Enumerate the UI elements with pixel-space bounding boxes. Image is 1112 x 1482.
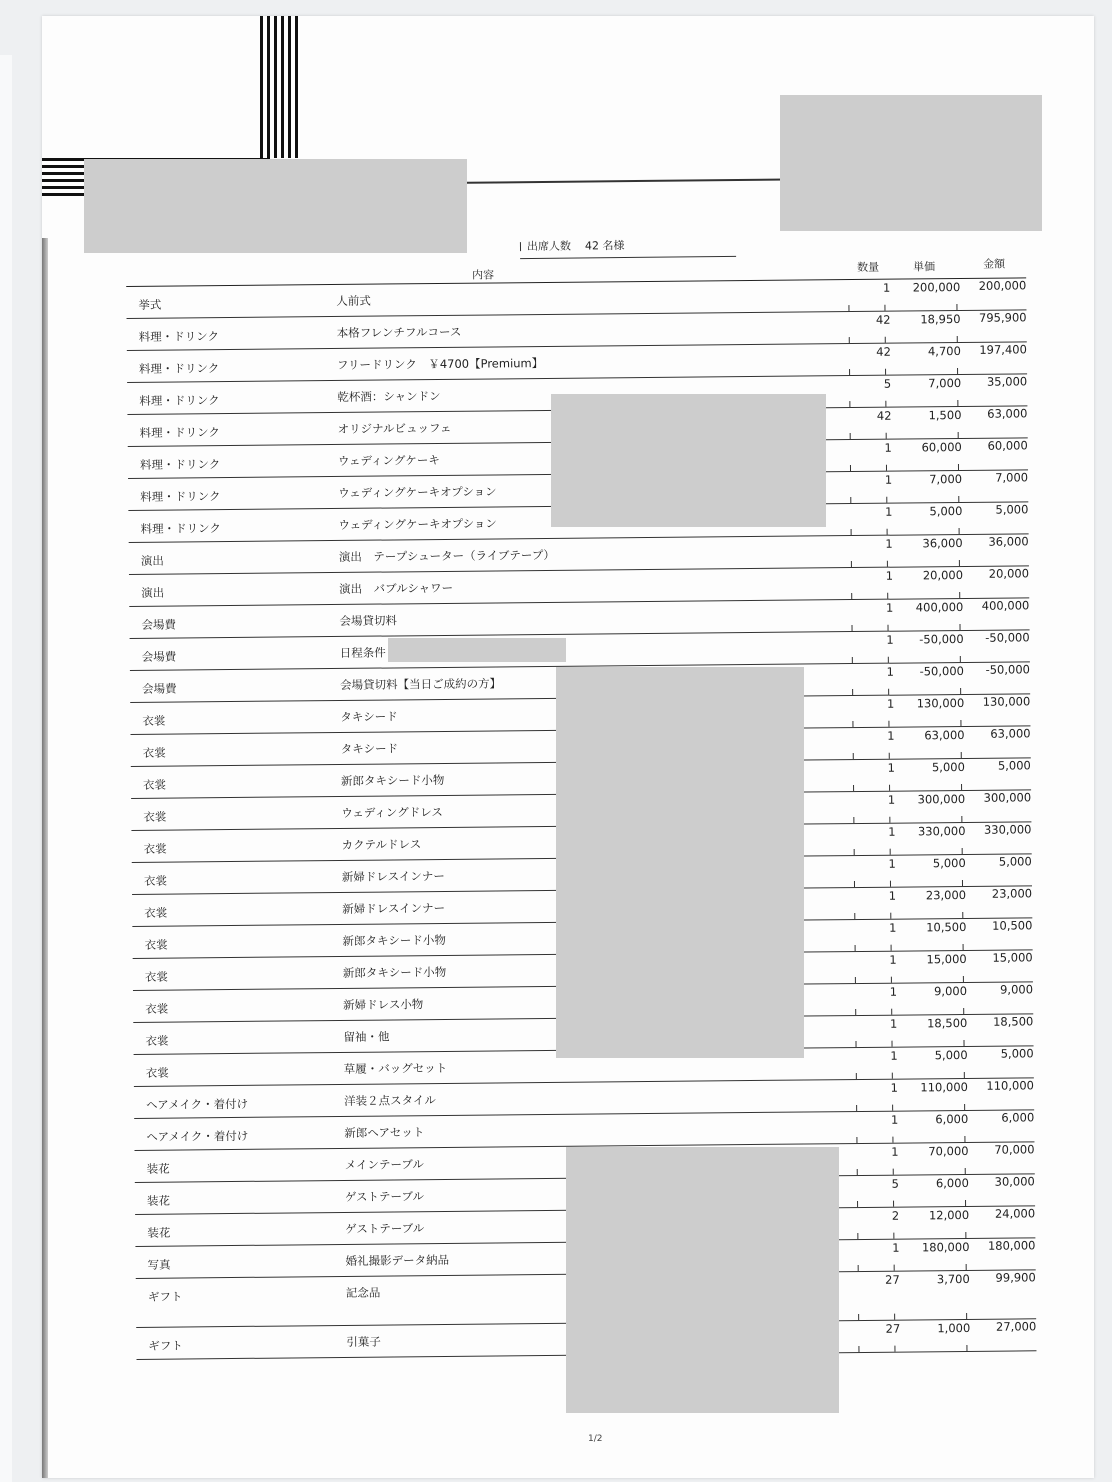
column-tick xyxy=(853,785,854,791)
header-qty: 数量 xyxy=(857,260,880,274)
row-qty: 1 xyxy=(889,1016,898,1031)
column-tick xyxy=(854,849,855,855)
row-unit-price: 7,000 xyxy=(928,375,962,391)
column-tick xyxy=(956,304,957,310)
column-tick xyxy=(965,1232,966,1238)
row-amount: 60,000 xyxy=(987,438,1028,453)
column-tick xyxy=(894,1346,895,1352)
row-unit-price: 7,000 xyxy=(929,471,963,487)
column-tick xyxy=(891,1009,892,1015)
row-unit-price: 1,500 xyxy=(928,407,962,423)
column-tick xyxy=(885,337,886,343)
attendance-label: 出席人数 xyxy=(526,239,572,254)
row-amount: 10,500 xyxy=(992,918,1033,933)
row-item: 留袖・他 xyxy=(343,1029,390,1044)
row-category: ヘアメイク・着付け xyxy=(146,1128,249,1144)
row-amount: 330,000 xyxy=(983,822,1032,837)
column-tick xyxy=(887,625,888,631)
column-tick xyxy=(960,720,961,726)
row-category: 料理・ドリンク xyxy=(138,329,220,344)
row-qty: 5 xyxy=(883,376,892,391)
row-item: オリジナルビュッフェ xyxy=(337,420,452,436)
row-item: タキシード xyxy=(340,741,399,756)
row-item: ウェディングケーキ xyxy=(337,452,440,468)
row-amount: 795,900 xyxy=(978,310,1027,325)
row-amount: 27,000 xyxy=(995,1319,1037,1334)
column-tick xyxy=(889,753,890,759)
row-amount: -50,000 xyxy=(985,630,1030,645)
column-tick xyxy=(958,464,959,470)
column-tick xyxy=(849,337,850,343)
column-tick xyxy=(857,1169,858,1175)
attendance-value: 42 名様 xyxy=(584,239,625,253)
row-qty: 1 xyxy=(889,920,897,935)
row-unit-price: 63,000 xyxy=(924,727,965,743)
decorative-stripes-vertical xyxy=(260,16,300,158)
column-tick xyxy=(966,1264,967,1270)
row-qty: 1 xyxy=(887,728,895,743)
column-tick xyxy=(886,497,887,503)
column-tick xyxy=(963,1008,964,1014)
column-tick xyxy=(852,657,853,663)
column-tick xyxy=(958,432,959,438)
row-unit-price: 300,000 xyxy=(917,791,966,807)
row-amount: 5,000 xyxy=(998,854,1032,869)
column-tick xyxy=(886,433,887,439)
row-amount: 20,000 xyxy=(988,566,1030,581)
row-category: 挙式 xyxy=(138,297,162,312)
row-item: ウェディングケーキオプション xyxy=(338,484,497,500)
row-amount: 6,000 xyxy=(1001,1110,1035,1125)
row-qty: 1 xyxy=(885,504,893,519)
column-tick xyxy=(857,1233,858,1239)
redaction-block xyxy=(556,667,804,1058)
redaction-block xyxy=(388,638,566,662)
row-qty: 1 xyxy=(885,536,893,551)
column-tick xyxy=(849,401,850,407)
row-amount: 35,000 xyxy=(986,374,1028,389)
column-tick xyxy=(856,1073,857,1079)
row-amount: 130,000 xyxy=(982,694,1031,709)
row-qty: 1 xyxy=(892,1240,900,1255)
column-tick xyxy=(855,977,856,983)
row-amount: 18,500 xyxy=(992,1014,1034,1029)
column-tick xyxy=(893,1233,894,1239)
row-qty: 5 xyxy=(891,1176,899,1191)
row-unit-price: 400,000 xyxy=(915,599,964,615)
column-tick xyxy=(888,689,889,695)
attendance-tick xyxy=(520,242,521,251)
column-tick xyxy=(886,465,887,471)
row-category: 装花 xyxy=(146,1161,170,1176)
row-item: メインテーブル xyxy=(344,1157,424,1172)
row-qty: 1 xyxy=(886,696,895,711)
column-tick xyxy=(858,1314,859,1320)
column-tick xyxy=(889,817,890,823)
column-tick xyxy=(854,881,855,887)
column-tick xyxy=(959,592,960,598)
column-tick xyxy=(888,721,889,727)
column-tick xyxy=(891,945,892,951)
row-item: 婚礼撮影データ納品 xyxy=(345,1252,450,1268)
row-qty: 42 xyxy=(875,312,891,327)
row-unit-price: 130,000 xyxy=(916,695,965,711)
column-tick xyxy=(960,656,961,662)
row-qty: 1 xyxy=(890,1112,899,1127)
row-amount: 180,000 xyxy=(987,1238,1036,1253)
row-category: 料理・ドリンク xyxy=(138,361,220,376)
column-tick xyxy=(851,625,852,631)
row-qty: 1 xyxy=(882,280,891,295)
row-amount: 7,000 xyxy=(995,470,1029,485)
column-tick xyxy=(850,465,851,471)
row-amount: 200,000 xyxy=(978,278,1027,293)
row-qty: 2 xyxy=(891,1208,900,1223)
column-tick xyxy=(887,561,888,567)
row-item: 新郎タキシード小物 xyxy=(340,772,445,788)
column-tick xyxy=(964,1104,965,1110)
header-content: 内容 xyxy=(472,268,495,282)
column-tick xyxy=(962,848,963,854)
row-unit-price: 36,000 xyxy=(922,535,963,551)
header-unit-price: 単価 xyxy=(913,260,936,274)
column-tick xyxy=(966,1313,967,1319)
row-unit-price: 3,700 xyxy=(936,1271,970,1287)
row-item: 会場貸切料【当日ご成約の方】 xyxy=(339,676,502,692)
column-tick xyxy=(965,1168,966,1174)
row-amount: 36,000 xyxy=(988,534,1029,549)
row-item: 新郎タキシード小物 xyxy=(342,964,447,980)
row-category: 演出 xyxy=(140,553,164,568)
column-tick xyxy=(855,945,856,951)
row-unit-price: 23,000 xyxy=(925,887,967,903)
column-tick xyxy=(848,305,849,311)
row-category: 料理・ドリンク xyxy=(140,521,221,536)
row-qty: 1 xyxy=(890,1048,898,1063)
column-tick xyxy=(887,529,888,535)
row-item: 新婦ドレスインナー xyxy=(341,868,445,884)
row-qty: 42 xyxy=(876,408,892,423)
column-tick xyxy=(957,368,958,374)
redaction-block xyxy=(84,159,467,253)
column-tick xyxy=(965,1200,966,1206)
row-item: カクテルドレス xyxy=(341,837,422,852)
row-item: 新郎タキシード小物 xyxy=(342,932,446,948)
row-unit-price: 200,000 xyxy=(912,279,961,295)
row-category: 衣裳 xyxy=(144,905,168,920)
column-tick xyxy=(959,624,960,630)
row-unit-price: 330,000 xyxy=(917,823,966,839)
row-category: 衣裳 xyxy=(143,809,167,824)
row-category: 衣裳 xyxy=(142,713,166,728)
column-tick xyxy=(852,721,853,727)
row-qty: 1 xyxy=(890,1080,899,1095)
row-item: ウェディングドレス xyxy=(341,804,443,820)
column-tick xyxy=(851,529,852,535)
row-qty: 1 xyxy=(888,856,896,871)
row-qty: 1 xyxy=(891,1144,899,1159)
row-item: 草履・バッグセット xyxy=(343,1060,448,1076)
row-qty: 1 xyxy=(885,600,894,615)
column-tick xyxy=(857,1201,858,1207)
column-tick xyxy=(853,753,854,759)
column-tick xyxy=(893,1169,894,1175)
column-tick xyxy=(890,849,891,855)
column-tick xyxy=(892,1073,893,1079)
row-amount: 9,000 xyxy=(1000,982,1034,997)
row-amount: 30,000 xyxy=(994,1174,1035,1189)
column-tick xyxy=(893,1201,894,1207)
row-unit-price: 60,000 xyxy=(921,439,962,455)
row-category: 装花 xyxy=(147,1225,171,1240)
row-qty: 1 xyxy=(884,440,892,455)
row-unit-price: 5,000 xyxy=(929,503,963,519)
column-tick xyxy=(850,433,851,439)
row-category: 衣裳 xyxy=(145,1065,169,1080)
redaction-block xyxy=(551,394,826,527)
header-amount: 金額 xyxy=(982,257,1006,271)
row-unit-price: 20,000 xyxy=(922,567,964,583)
row-unit-price: 6,000 xyxy=(935,1175,969,1191)
row-unit-price: 5,000 xyxy=(931,759,965,775)
page-number: 1/2 xyxy=(588,1434,603,1444)
row-category: ヘアメイク・着付け xyxy=(146,1096,249,1112)
row-category: 演出 xyxy=(141,585,165,600)
column-tick xyxy=(853,817,854,823)
row-amount: 110,000 xyxy=(986,1078,1034,1093)
column-tick xyxy=(851,561,852,567)
row-qty: 27 xyxy=(885,1321,901,1336)
row-item: 引菓子 xyxy=(346,1334,381,1349)
column-tick xyxy=(891,977,892,983)
row-amount: -50,000 xyxy=(985,662,1030,677)
row-category: 衣裳 xyxy=(142,745,166,760)
row-amount: 23,000 xyxy=(991,886,1033,901)
row-qty: 42 xyxy=(876,344,891,359)
row-item: 本格フレンチフルコース xyxy=(336,324,462,340)
row-category: 衣裳 xyxy=(145,1033,169,1048)
row-amount: 99,900 xyxy=(995,1270,1036,1285)
column-tick xyxy=(885,369,886,375)
column-tick xyxy=(856,1137,857,1143)
row-category: 衣裳 xyxy=(144,937,168,952)
row-qty: 1 xyxy=(886,664,895,679)
row-category: 衣裳 xyxy=(144,969,168,984)
row-qty: 1 xyxy=(887,760,895,775)
column-tick xyxy=(850,497,851,503)
row-category: 写真 xyxy=(147,1257,171,1272)
row-item: ウェディングケーキオプション xyxy=(338,516,497,532)
row-amount: 5,000 xyxy=(1000,1046,1034,1061)
row-unit-price: 12,000 xyxy=(928,1207,970,1223)
row-item: 乾杯酒：シャンドン xyxy=(337,388,441,404)
row-unit-price: 6,000 xyxy=(935,1111,969,1127)
row-item: 演出 バブルシャワー xyxy=(339,580,454,596)
column-tick xyxy=(856,1105,857,1111)
column-tick xyxy=(849,369,850,375)
row-unit-price: 110,000 xyxy=(920,1079,969,1095)
column-tick xyxy=(858,1346,859,1352)
row-qty: 1 xyxy=(888,888,897,903)
row-category: 会場費 xyxy=(141,617,177,632)
row-item: ゲストテーブル xyxy=(344,1189,425,1204)
column-tick xyxy=(961,784,962,790)
row-qty: 1 xyxy=(888,824,896,839)
row-category: ギフト xyxy=(147,1289,183,1304)
row-item: 人前式 xyxy=(336,293,371,308)
column-tick xyxy=(963,976,964,982)
column-tick xyxy=(891,1041,892,1047)
column-tick xyxy=(958,496,959,502)
row-qty: 1 xyxy=(884,472,893,487)
column-tick xyxy=(889,785,890,791)
column-tick xyxy=(957,336,958,342)
attendance-line xyxy=(520,236,736,259)
row-qty: 1 xyxy=(889,952,897,967)
row-unit-price: 15,000 xyxy=(926,951,967,967)
row-unit-price: 5,000 xyxy=(932,855,966,871)
row-category: ギフト xyxy=(148,1338,183,1353)
row-amount: 70,000 xyxy=(994,1142,1035,1157)
column-tick xyxy=(892,1137,893,1143)
row-item: ゲストテーブル xyxy=(345,1221,425,1236)
row-category: 料理・ドリンク xyxy=(139,425,220,440)
column-tick xyxy=(961,752,962,758)
row-unit-price: 10,500 xyxy=(926,919,967,935)
row-item: 新婦ドレス小物 xyxy=(343,997,424,1012)
row-category: 衣裳 xyxy=(145,1001,169,1016)
row-amount: 63,000 xyxy=(987,406,1028,421)
column-tick xyxy=(851,593,852,599)
column-tick xyxy=(888,657,889,663)
column-tick xyxy=(852,689,853,695)
row-item: タキシード xyxy=(340,709,398,724)
column-tick xyxy=(959,560,960,566)
row-unit-price: 180,000 xyxy=(921,1239,970,1255)
document-page xyxy=(42,16,1094,1478)
row-category: 料理・ドリンク xyxy=(139,393,220,408)
background-strip xyxy=(0,55,12,1482)
column-tick xyxy=(962,912,963,918)
column-tick xyxy=(894,1265,895,1271)
row-item: 演出 テープシューター（ライブテープ） xyxy=(338,547,555,564)
row-category: 装花 xyxy=(146,1193,171,1208)
row-unit-price: -50,000 xyxy=(919,631,964,647)
row-category: 衣裳 xyxy=(143,841,167,856)
row-amount: 5,000 xyxy=(997,758,1031,773)
column-tick xyxy=(887,593,888,599)
column-tick xyxy=(962,880,963,886)
row-item: 洋装２点スタイル xyxy=(343,1093,436,1108)
column-tick xyxy=(855,1009,856,1015)
row-qty: 1 xyxy=(887,792,896,807)
column-tick xyxy=(890,913,891,919)
page-edge-shadow xyxy=(42,238,48,1478)
row-item: 会場貸切料 xyxy=(339,613,398,628)
header-rule xyxy=(467,178,812,184)
row-category: 衣裳 xyxy=(142,777,167,792)
column-tick xyxy=(963,1040,964,1046)
row-unit-price: 5,000 xyxy=(934,1047,968,1063)
row-qty: 1 xyxy=(889,984,898,999)
column-tick xyxy=(964,1136,965,1142)
row-amount: 400,000 xyxy=(981,598,1030,613)
column-tick xyxy=(960,688,961,694)
column-tick xyxy=(858,1265,859,1271)
row-unit-price: 70,000 xyxy=(928,1143,969,1159)
row-amount: 15,000 xyxy=(992,950,1033,965)
column-tick xyxy=(959,528,960,534)
row-amount: 63,000 xyxy=(990,726,1031,741)
column-tick xyxy=(963,944,964,950)
row-unit-price: 4,700 xyxy=(927,343,961,359)
redaction-block xyxy=(780,95,1042,231)
row-unit-price: 9,000 xyxy=(934,983,968,999)
row-item: 新婦ドレスインナー xyxy=(342,900,446,916)
column-tick xyxy=(890,881,891,887)
row-amount: 300,000 xyxy=(983,790,1032,805)
row-category: 料理・ドリンク xyxy=(139,457,221,472)
row-qty: 1 xyxy=(885,568,894,583)
column-tick xyxy=(957,400,958,406)
column-tick xyxy=(884,305,885,311)
column-tick xyxy=(964,1072,965,1078)
column-tick xyxy=(966,1345,967,1351)
row-item: フリードリンク ￥4700【Premium】 xyxy=(336,355,544,372)
column-tick xyxy=(885,401,886,407)
row-amount: 24,000 xyxy=(994,1206,1036,1221)
row-category: 会場費 xyxy=(142,681,177,696)
row-category: 衣裳 xyxy=(143,873,167,888)
row-unit-price: 1,000 xyxy=(937,1320,971,1336)
row-category: 会場費 xyxy=(141,649,177,664)
row-qty: 1 xyxy=(886,632,894,647)
row-item: 日程条件 xyxy=(339,645,386,660)
row-item: 記念品 xyxy=(345,1285,381,1300)
row-unit-price: 18,950 xyxy=(920,311,961,327)
row-item: 新郎ヘアセット xyxy=(344,1125,425,1140)
row-amount: 5,000 xyxy=(995,502,1029,517)
column-tick xyxy=(854,913,855,919)
column-tick xyxy=(961,816,962,822)
redaction-block xyxy=(566,1147,839,1413)
row-amount: 197,400 xyxy=(979,342,1027,357)
row-category: 料理・ドリンク xyxy=(140,489,221,504)
column-tick xyxy=(892,1105,893,1111)
row-unit-price: -50,000 xyxy=(919,663,965,679)
column-tick xyxy=(855,1041,856,1047)
row-unit-price: 18,500 xyxy=(927,1015,968,1031)
column-tick xyxy=(894,1314,895,1320)
row-qty: 27 xyxy=(885,1272,900,1287)
